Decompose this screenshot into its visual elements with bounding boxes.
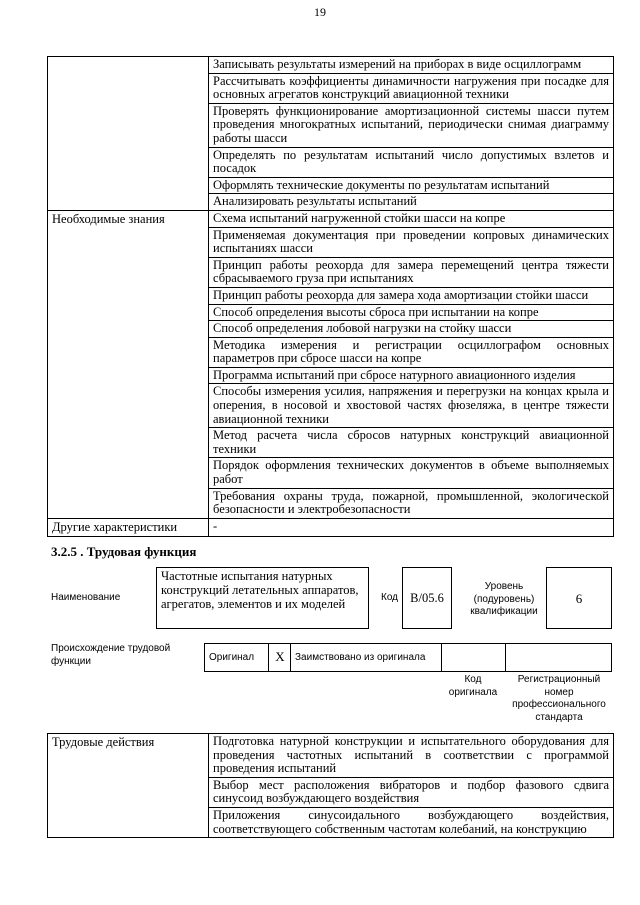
- origin-divider: [505, 643, 506, 672]
- function-name: Частотные испытания натурных конструкций летательных аппаратов, агрегатов, элементов и их моделей: [161, 569, 359, 611]
- name-box: [156, 567, 369, 629]
- table-row: [48, 734, 614, 778]
- reg-number-label: Регистрационный номер профессионального стандарта: [512, 674, 606, 723]
- code-original-label: Код оригинала: [448, 674, 498, 698]
- table-row: [48, 57, 614, 74]
- action-item: Приложения синусоидального возбуждающего воздействия, соответствующего собственным частотам колебаний, на конструкцию: [209, 807, 614, 837]
- level-box: [546, 567, 612, 629]
- skills-label-cell: [48, 57, 209, 211]
- code-value: B/05.6: [410, 591, 444, 605]
- name-label: Наименование: [51, 592, 121, 603]
- section-title: 3.2.5 . Трудовая функция: [51, 544, 197, 559]
- skill-item: Проверять функционирование амортизационной системы шасси путем проведения многократных испытаний, периодически снимая диаграмму работы шасси: [209, 103, 614, 147]
- table-row: [48, 518, 614, 537]
- origin-label: Происхождение трудовой функции: [51, 643, 171, 667]
- original-mark: X: [275, 649, 285, 664]
- knowledge-item: Методика измерения и регистрации осциллографом основных параметров при сбросе шасси на копре: [209, 337, 614, 367]
- knowledge-item: Принцип работы реохорда для замера перемещений центра тяжести сбрасываемого груза при испытаниях: [209, 257, 614, 287]
- knowledge-item: Принцип работы реохорда для замера хода амортизации стойки шасси: [209, 287, 614, 304]
- knowledge-item: Программа испытаний при сбросе натурного авиационного изделия: [209, 367, 614, 384]
- knowledge-label: Необходимые знания: [48, 210, 209, 518]
- level-label: Уровень (подуровень) квалификации: [470, 581, 538, 617]
- original-label: Оригинал: [209, 652, 255, 663]
- knowledge-item: Способ определения лобовой нагрузки на стойку шасси: [209, 321, 614, 338]
- code-label: Код: [381, 592, 399, 603]
- knowledge-item: Требования охраны труда, пожарной, промышленной, экологической безопасности и электробезопасности: [209, 488, 614, 518]
- knowledge-item: Порядок оформления технических документов в объеме выполняемых работ: [209, 458, 614, 488]
- knowledge-item: Метод расчета числа сбросов натурных конструкций авиационной техники: [209, 428, 614, 458]
- skill-item: Анализировать результаты испытаний: [209, 194, 614, 211]
- origin-divider: [290, 643, 291, 672]
- other-value: -: [209, 518, 614, 537]
- origin-divider: [441, 643, 442, 672]
- knowledge-item: Способы измерения усилия, напряжения и перегрузки на концах крыла и оперения, в носовой и хвостовой частях фюзеляжа, в центре тяжести авиационной техники: [209, 384, 614, 428]
- knowledge-item: Применяемая документация при проведении копровых динамических испытаниях шасси: [209, 227, 614, 257]
- skill-item: Записывать результаты измерений на приборах в виде осциллограмм: [209, 57, 614, 74]
- skill-item: Определять по результатам испытаний число допустимых взлетов и посадок: [209, 147, 614, 177]
- table-row: [48, 210, 614, 227]
- action-item: Выбор мест расположения вибраторов и подбор фазового сдвига синусоид возбуждающего воздействия: [209, 777, 614, 807]
- other-label: Другие характеристики: [48, 518, 209, 537]
- skill-item: Рассчитывать коэффициенты динамичности нагружения при посадке для основных агрегатов конструкций авиационной техники: [209, 73, 614, 103]
- level-value: 6: [575, 591, 583, 606]
- borrowed-label: Заимствовано из оригинала: [295, 652, 426, 663]
- actions-label: Трудовые действия: [48, 734, 209, 838]
- labor-actions-table: [47, 733, 614, 838]
- origin-divider: [268, 643, 269, 672]
- action-item: Подготовка натурной конструкции и испытательного оборудования для проведения частотных испытаний в соответствии с программой проведения испытаний: [209, 734, 614, 778]
- skill-item: Оформлять технические документы по результатам испытаний: [209, 177, 614, 194]
- skills-knowledge-table: [47, 56, 614, 537]
- code-box: [402, 567, 452, 629]
- knowledge-item: Схема испытаний нагруженной стойки шасси на копре: [209, 210, 614, 227]
- knowledge-item: Способ определения высоты сброса при испытании на копре: [209, 304, 614, 321]
- page-number: 19: [314, 5, 326, 19]
